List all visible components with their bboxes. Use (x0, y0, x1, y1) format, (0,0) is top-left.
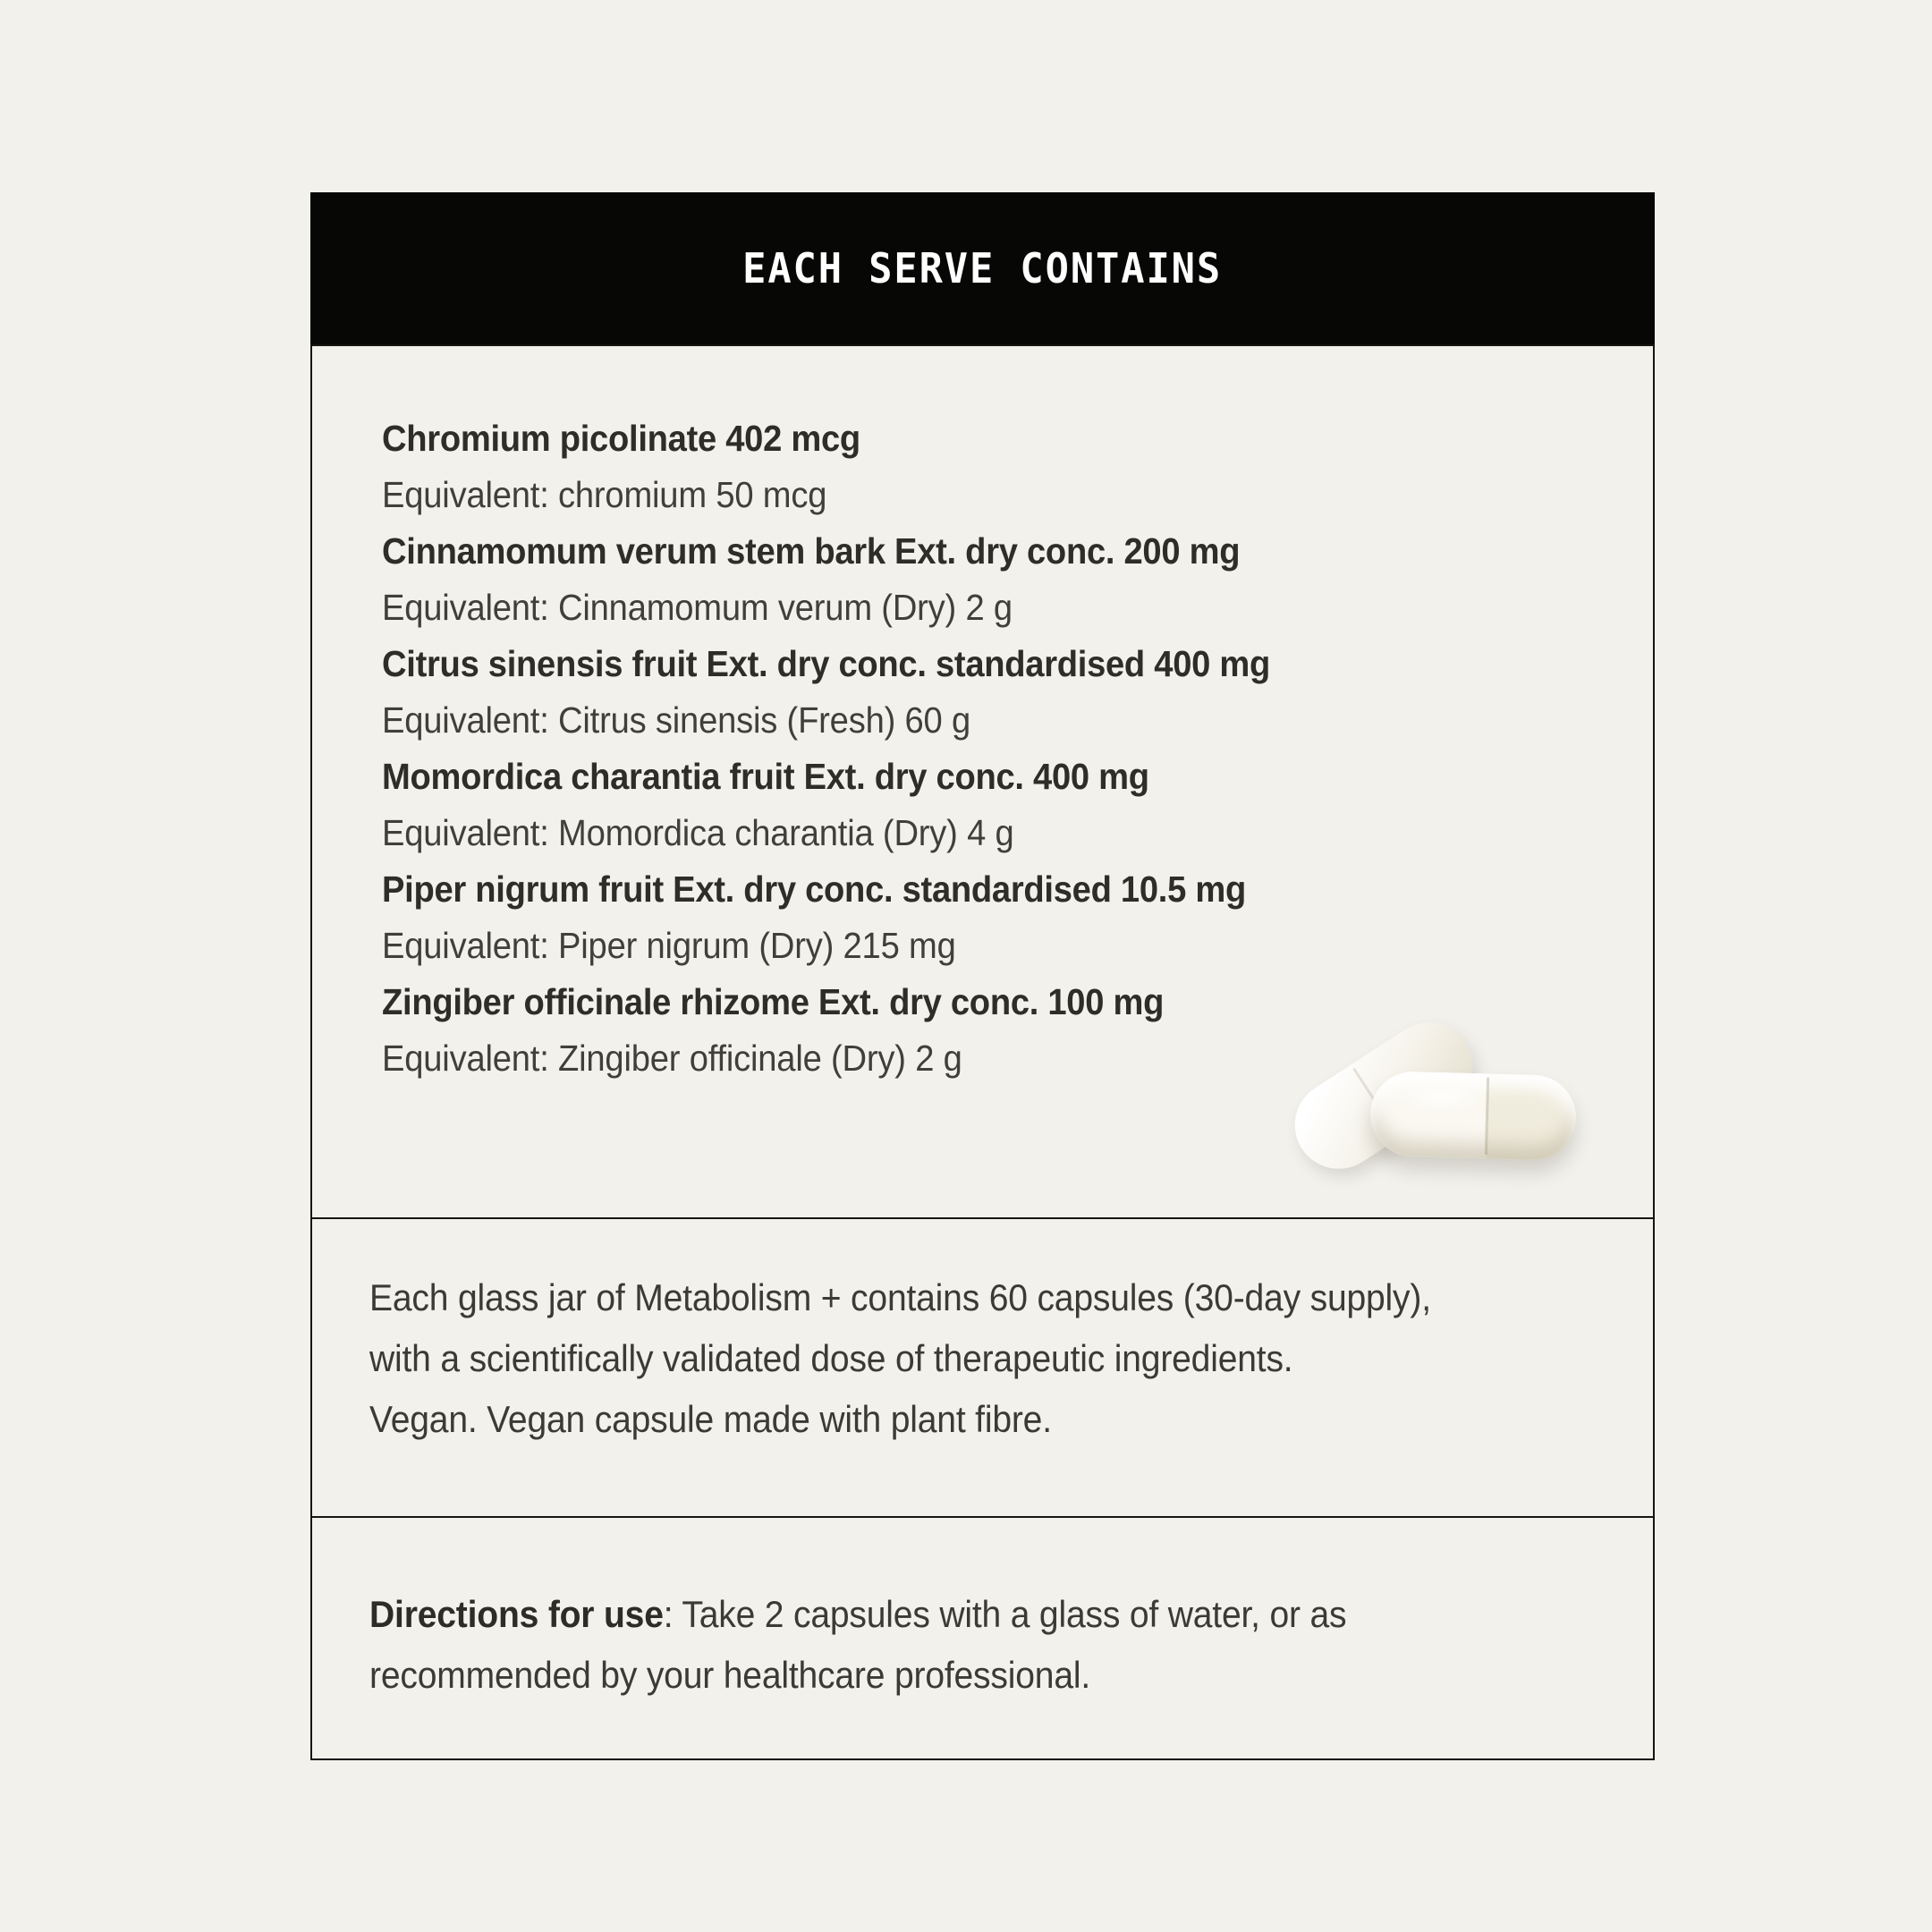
ingredient-equivalent: Equivalent: Zingiber officinale (Dry) 2 g (382, 1038, 962, 1079)
label-card (310, 192, 1655, 1760)
jar-info-panel (310, 1217, 1655, 1518)
ingredient-name: Cinnamomum verum stem bark Ext. dry conc. 200 mg (382, 530, 1241, 572)
capsules-photo (1270, 1029, 1610, 1194)
ingredient-equivalent: Equivalent: Cinnamomum verum (Dry) 2 g (382, 587, 1013, 628)
directions-label: Directions for use (369, 1593, 664, 1635)
capsule-front (1369, 1071, 1577, 1161)
ingredient-equivalent: Equivalent: Citrus sinensis (Fresh) 60 g (382, 699, 971, 741)
directions-line: recommended by your healthcare professional. (369, 1654, 1091, 1696)
ingredient-name: Momordica charantia fruit Ext. dry conc. 400 mg (382, 756, 1149, 797)
jar-info-text (369, 1267, 1563, 1450)
directions-line (369, 1584, 1563, 1645)
directions-line-rest: : Take 2 capsules with a glass of water, or as (663, 1593, 1347, 1635)
directions-panel (310, 1516, 1655, 1760)
jar-info-line: Each glass jar of Metabolism + contains 60 capsules (30-day supply), (369, 1276, 1431, 1318)
ingredient-equivalent: Equivalent: chromium 50 mcg (382, 474, 827, 515)
header-title: EACH SERVE CONTAINS (742, 244, 1223, 292)
ingredient-name: Citrus sinensis fruit Ext. dry conc. standardised 400 mg (382, 643, 1271, 684)
ingredient-equivalent: Equivalent: Momordica charantia (Dry) 4 g (382, 812, 1014, 853)
directions-text (369, 1584, 1563, 1706)
ingredient-name: Chromium picolinate 402 mcg (382, 418, 860, 459)
ingredient-name: Piper nigrum fruit Ext. dry conc. standardised 10.5 mg (382, 869, 1246, 910)
jar-info-line: with a scientifically validated dose of therapeutic ingredients. (369, 1337, 1293, 1379)
jar-info-line: Vegan. Vegan capsule made with plant fibre. (369, 1398, 1052, 1440)
ingredient-name: Zingiber officinale rhizome Ext. dry conc. 100 mg (382, 981, 1165, 1022)
ingredients-list (382, 411, 1564, 1087)
header-bar (310, 192, 1655, 344)
ingredient-equivalent: Equivalent: Piper nigrum (Dry) 215 mg (382, 925, 956, 966)
